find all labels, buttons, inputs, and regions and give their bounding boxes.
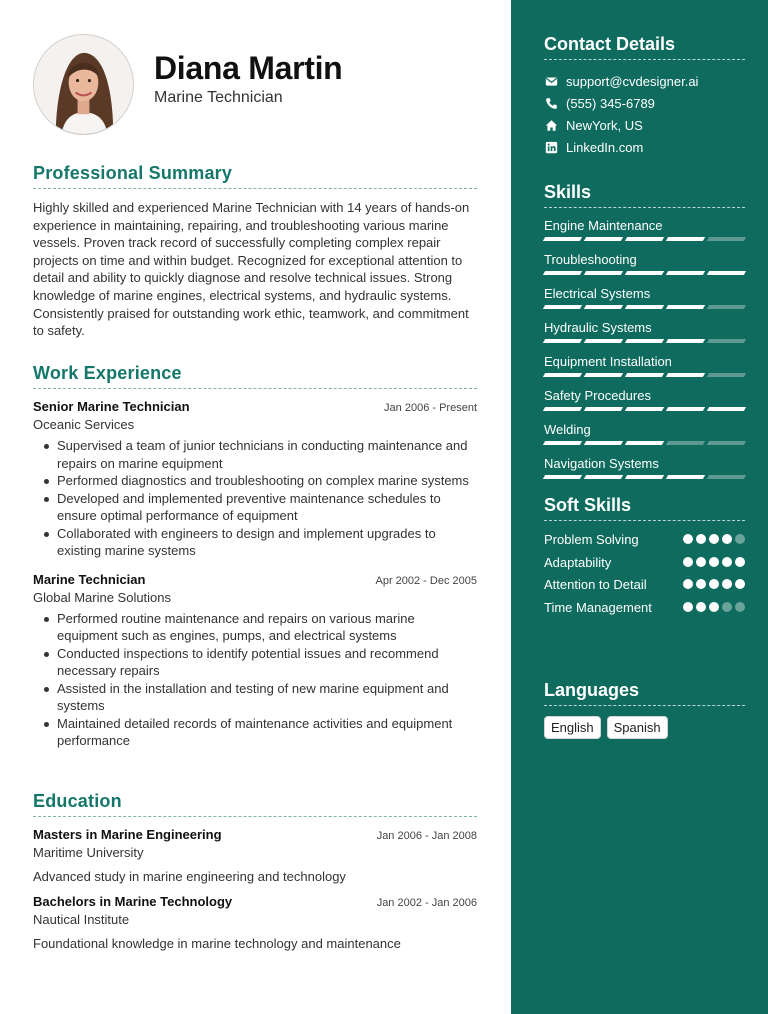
skill-level-segment xyxy=(543,441,582,445)
education-description: Foundational knowledge in marine technology and maintenance xyxy=(33,936,401,951)
rating-dot xyxy=(683,534,693,544)
skill-item xyxy=(544,422,745,445)
job-bullet: Performed diagnostics and troubleshooting on complex marine systems xyxy=(33,472,477,490)
soft-skill-item xyxy=(544,531,745,549)
summary-title: Professional Summary xyxy=(33,163,477,189)
soft-skill-name: Adaptability xyxy=(544,554,612,570)
rating-dot xyxy=(735,557,745,567)
skill-level-segment xyxy=(666,271,705,275)
soft-skill-item xyxy=(544,554,745,572)
skill-item xyxy=(544,320,745,343)
rating-dot xyxy=(709,534,719,544)
skill-level-bar xyxy=(544,475,745,479)
skill-level-segment xyxy=(584,339,623,343)
school-name: Nautical Institute xyxy=(33,912,130,927)
skills-section xyxy=(544,182,745,490)
skill-level-segment xyxy=(707,339,746,343)
skill-level-segment xyxy=(707,237,746,241)
skill-item xyxy=(544,286,745,309)
education-section xyxy=(33,791,477,961)
skill-item xyxy=(544,354,745,377)
phone-text: (555) 345-6789 xyxy=(566,95,655,111)
soft-skills-section xyxy=(544,495,745,621)
skill-level-segment xyxy=(543,271,582,275)
skill-name: Navigation Systems xyxy=(544,456,659,471)
rating-dot xyxy=(722,534,732,544)
rating-dot xyxy=(735,579,745,589)
education-title: Education xyxy=(33,791,477,817)
skill-level-segment xyxy=(707,271,746,275)
job-bullets xyxy=(33,610,477,750)
skill-level-segment xyxy=(666,407,705,411)
skill-level-bar xyxy=(544,373,745,377)
skill-level-segment xyxy=(707,373,746,377)
skill-name: Welding xyxy=(544,422,591,437)
education-entry xyxy=(33,827,477,884)
rating-dot xyxy=(709,579,719,589)
phone-icon xyxy=(544,96,558,110)
skill-level-bar xyxy=(544,339,745,343)
skill-level-segment xyxy=(666,441,705,445)
skill-level-segment xyxy=(625,407,664,411)
sidebar xyxy=(511,0,768,1014)
job-bullet: Maintained detailed records of maintenance activities and equipment performance xyxy=(33,715,477,750)
rating-dot xyxy=(696,557,706,567)
rating-dot xyxy=(722,557,732,567)
skill-name: Electrical Systems xyxy=(544,286,651,301)
contact-section xyxy=(544,34,745,158)
skill-level-segment xyxy=(666,475,705,479)
skill-level-segment xyxy=(707,305,746,309)
skill-level-segment xyxy=(666,305,705,309)
school-name: Maritime University xyxy=(33,845,144,860)
rating-dot xyxy=(683,579,693,589)
skill-level-segment xyxy=(666,339,705,343)
skill-name: Equipment Installation xyxy=(544,354,672,369)
contact-email[interactable] xyxy=(544,70,745,92)
skill-level-segment xyxy=(543,475,582,479)
skill-level-bar xyxy=(544,237,745,241)
rating-dot xyxy=(709,602,719,612)
skills-title: Skills xyxy=(544,182,745,208)
skill-level-segment xyxy=(584,441,623,445)
rating-dot xyxy=(696,602,706,612)
experience-title: Work Experience xyxy=(33,363,477,389)
location-text: NewYork, US xyxy=(566,117,643,133)
candidate-name: Diana Martin xyxy=(154,50,343,86)
job-bullets xyxy=(33,437,477,560)
education-entry xyxy=(33,894,477,951)
skill-level-segment xyxy=(666,237,705,241)
skill-level-bar xyxy=(544,441,745,445)
job-bullet: Developed and implemented preventive maintenance schedules to ensure optimal performance of equipment xyxy=(33,490,477,525)
job-bullet: Assisted in the installation and testing of new marine equipment and systems xyxy=(33,680,477,715)
soft-skill-rating xyxy=(683,579,745,589)
skill-level-bar xyxy=(544,407,745,411)
degree-title: Masters in Marine Engineering xyxy=(33,827,222,842)
skill-item xyxy=(544,456,745,479)
skill-level-segment xyxy=(543,407,582,411)
job-bullet: Supervised a team of junior technicians in conducting maintenance and repairs on marine equipment xyxy=(33,437,477,472)
email-text: support@cvdesigner.ai xyxy=(566,73,699,89)
soft-skill-item xyxy=(544,576,745,594)
summary-section xyxy=(33,163,477,340)
skill-level-segment xyxy=(707,475,746,479)
job-title: Marine Technician xyxy=(33,571,146,587)
skill-name: Troubleshooting xyxy=(544,252,637,267)
job-bullet: Collaborated with engineers to design and implement upgrades to existing marine systems xyxy=(33,525,477,560)
skill-level-segment xyxy=(625,475,664,479)
skill-level-segment xyxy=(625,441,664,445)
languages-title: Languages xyxy=(544,680,745,706)
soft-skill-rating xyxy=(683,602,745,612)
contact-location xyxy=(544,114,745,136)
rating-dot xyxy=(683,602,693,612)
skill-level-segment xyxy=(584,271,623,275)
soft-skill-item xyxy=(544,599,745,617)
education-date: Jan 2002 - Jan 2006 xyxy=(376,897,477,909)
education-description: Advanced study in marine engineering and technology xyxy=(33,869,346,884)
soft-skill-name: Time Management xyxy=(544,599,652,615)
resume-header xyxy=(33,34,483,134)
skill-level-segment xyxy=(707,441,746,445)
job-entry xyxy=(33,572,477,750)
degree-title: Bachelors in Marine Technology xyxy=(33,894,233,909)
skill-level-segment xyxy=(543,373,582,377)
language-tag: English xyxy=(544,716,601,739)
job-company: Oceanic Services xyxy=(33,417,135,432)
language-tag: Spanish xyxy=(607,716,668,739)
skill-level-segment xyxy=(584,305,623,309)
skill-level-segment xyxy=(625,305,664,309)
job-bullet: Performed routine maintenance and repairs on various marine equipment such as engines, pumps, and electrical systems xyxy=(33,610,477,645)
rating-dot xyxy=(709,557,719,567)
skill-level-bar xyxy=(544,305,745,309)
home-icon xyxy=(544,118,558,132)
skill-level-segment xyxy=(666,373,705,377)
soft-skills-title: Soft Skills xyxy=(544,495,745,521)
contact-linkedin[interactable] xyxy=(544,136,745,158)
job-entry xyxy=(33,399,477,560)
experience-section xyxy=(33,363,477,762)
rating-dot xyxy=(735,534,745,544)
envelope-icon xyxy=(544,74,558,88)
soft-skill-rating xyxy=(683,557,745,567)
rating-dot xyxy=(696,579,706,589)
rating-dot xyxy=(696,534,706,544)
job-bullet: Conducted inspections to identify potential issues and recommend necessary repairs xyxy=(33,645,477,680)
skill-name: Engine Maintenance xyxy=(544,218,663,233)
skill-level-segment xyxy=(543,237,582,241)
summary-text: Highly skilled and experienced Marine Technician with 14 years of hands-on experience in maintaining, repairing, and troubleshooting various marine vessels. Proven track record of successfully completing complex repair projects on time and within budget. Recognized for exceptional attention to detail and ability to quickly diagnose and resolve technical issues. Strong knowledge of marine engines, electrical systems, and hydraulic systems. Consistently praised for outstanding work ethic, teamwork, and commitment to safety. xyxy=(33,200,470,339)
skill-level-segment xyxy=(625,271,664,275)
skill-level-segment xyxy=(625,373,664,377)
skills-list xyxy=(544,218,745,479)
portrait-image xyxy=(34,35,133,134)
job-date: Apr 2002 - Dec 2005 xyxy=(375,574,477,587)
skill-level-segment xyxy=(625,339,664,343)
skill-level-segment xyxy=(584,407,623,411)
avatar xyxy=(33,34,134,135)
skill-level-segment xyxy=(625,237,664,241)
linkedin-icon xyxy=(544,140,558,154)
contact-phone[interactable] xyxy=(544,92,745,114)
skill-level-segment xyxy=(584,475,623,479)
skill-level-segment xyxy=(543,339,582,343)
job-company: Global Marine Solutions xyxy=(33,589,172,605)
languages-section xyxy=(544,680,745,739)
skill-level-segment xyxy=(584,237,623,241)
linkedin-text: LinkedIn.com xyxy=(566,139,644,155)
skill-level-segment xyxy=(543,305,582,309)
contact-title: Contact Details xyxy=(544,34,745,60)
skill-item xyxy=(544,252,745,275)
rating-dot xyxy=(735,602,745,612)
skill-level-bar xyxy=(544,271,745,275)
rating-dot xyxy=(722,602,732,612)
job-title: Senior Marine Technician xyxy=(33,399,190,414)
soft-skill-name: Attention to Detail xyxy=(544,577,647,592)
skill-item xyxy=(544,388,745,411)
language-tags xyxy=(544,716,745,739)
rating-dot xyxy=(683,557,693,567)
candidate-role: Marine Technician xyxy=(154,89,283,106)
skill-level-segment xyxy=(707,407,746,411)
education-date: Jan 2006 - Jan 2008 xyxy=(376,830,477,842)
skill-name: Safety Procedures xyxy=(544,388,651,403)
skill-item xyxy=(544,218,745,241)
skill-name: Hydraulic Systems xyxy=(544,320,652,335)
soft-skill-name: Problem Solving xyxy=(544,532,639,547)
skill-level-segment xyxy=(584,373,623,377)
job-date: Jan 2006 - Present xyxy=(384,402,477,414)
soft-skill-rating xyxy=(683,534,745,544)
rating-dot xyxy=(722,579,732,589)
